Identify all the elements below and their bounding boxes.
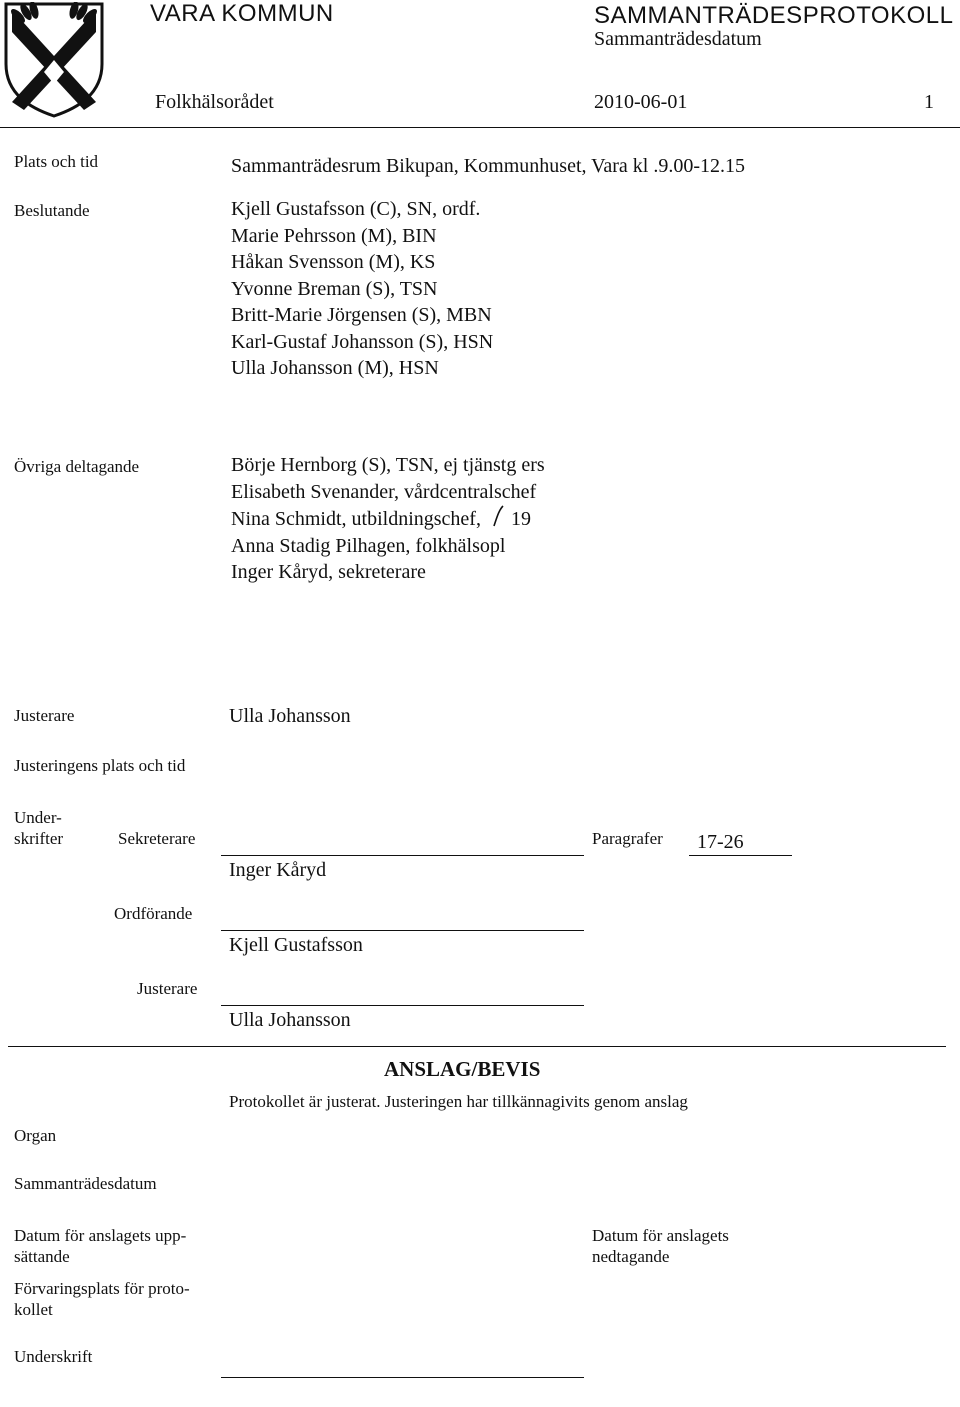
- committee-name: Folkhälsorådet: [155, 91, 274, 113]
- signature-label: Underskrift: [14, 1347, 93, 1366]
- chair-name: Kjell Gustafsson: [229, 934, 363, 956]
- paragraphs-underline: [689, 855, 792, 856]
- adjustment-place-label: Justeringens plats och tid: [14, 756, 186, 775]
- list-item: Kjell Gustafsson (C), SN, ordf.: [231, 198, 481, 220]
- adjuster-value: Ulla Johansson: [229, 705, 351, 727]
- list-item-with-paragraph: [231, 505, 545, 533]
- paragraph-icon: [492, 505, 506, 525]
- list-item: Yvonne Breman (S), TSN: [231, 277, 438, 300]
- chair-signature-line: [221, 930, 584, 931]
- organ-label: Organ: [14, 1126, 57, 1145]
- list-item: Karl-Gustaf Johansson (S), HSN: [231, 330, 494, 353]
- deciding-members-list: [231, 196, 493, 382]
- header-divider: [0, 127, 960, 128]
- deciding-label: Beslutande: [14, 201, 90, 220]
- document-type: SAMMANTRÄDESPROTOKOLL: [594, 2, 954, 29]
- meeting-date: 2010-06-01: [594, 91, 688, 113]
- list-item: Marie Pehrsson (M), BIN: [231, 224, 437, 247]
- removal-date-label-line2: nedtagande: [592, 1247, 670, 1266]
- other-participants-label: Övriga deltagande: [14, 457, 140, 476]
- notice-title: ANSLAG/BEVIS: [384, 1057, 541, 1081]
- notice-divider: [8, 1046, 946, 1047]
- removal-date-label-line1: Datum för anslagets: [592, 1226, 729, 1245]
- paragraph-number: 19: [510, 508, 531, 530]
- list-item: Elisabeth Svenander, vårdcentralschef: [231, 480, 537, 503]
- secretary-signature-line: [221, 855, 584, 856]
- signatures-label-line2: skrifter: [14, 829, 64, 848]
- municipality-name: VARA KOMMUN: [150, 0, 334, 27]
- list-item: Inger Kåryd, sekreterare: [231, 561, 426, 583]
- page-number: 1: [924, 91, 934, 113]
- list-item: Britt-Marie Jörgensen (S), MBN: [231, 304, 492, 326]
- adjuster-signature-name: Ulla Johansson: [229, 1009, 351, 1031]
- chair-label: Ordförande: [114, 904, 193, 923]
- place-time-label: Plats och tid: [14, 152, 99, 171]
- posting-date-label-line1: Datum för anslagets upp-: [14, 1226, 187, 1245]
- storage-label-line2: kollet: [14, 1300, 53, 1319]
- list-item: Ulla Johansson (M), HSN: [231, 357, 439, 379]
- notice-signature-line: [221, 1377, 584, 1378]
- municipality-coat-of-arms: [4, 2, 104, 118]
- storage-label-line1: Förvaringsplats för proto-: [14, 1279, 190, 1298]
- adjuster-signature-label: Justerare: [137, 979, 198, 998]
- other-participants-list: [231, 452, 545, 586]
- notice-statement: Protokollet är justerat. Justeringen har tillkännagivits genom anslag: [229, 1092, 688, 1111]
- list-item: Håkan Svensson (M), KS: [231, 251, 436, 273]
- list-item: Anna Stadig Pilhagen, folkhälsopl: [231, 534, 506, 557]
- secretary-name: Inger Kåryd: [229, 859, 327, 881]
- signatures-label-line1: Under-: [14, 808, 62, 827]
- meeting-date-label: Sammanträdesdatum: [594, 28, 762, 50]
- list-item: Börje Hernborg (S), TSN, ej tjänstg ers: [231, 454, 545, 476]
- posting-date-label-line2: sättande: [14, 1247, 70, 1266]
- adjuster-signature-line: [221, 1005, 584, 1006]
- place-time-value: Sammanträdesrum Bikupan, Kommunhuset, Vara kl .9.00-12.15: [231, 155, 746, 177]
- adjuster-label: Justerare: [14, 706, 75, 725]
- list-item: Nina Schmidt, utbildningschef,: [231, 508, 481, 530]
- paragraphs-label: Paragrafer: [592, 829, 663, 848]
- paragraphs-value: 17-26: [697, 831, 744, 853]
- notice-date-label: Sammanträdesdatum: [14, 1174, 157, 1193]
- secretary-label: Sekreterare: [118, 829, 196, 848]
